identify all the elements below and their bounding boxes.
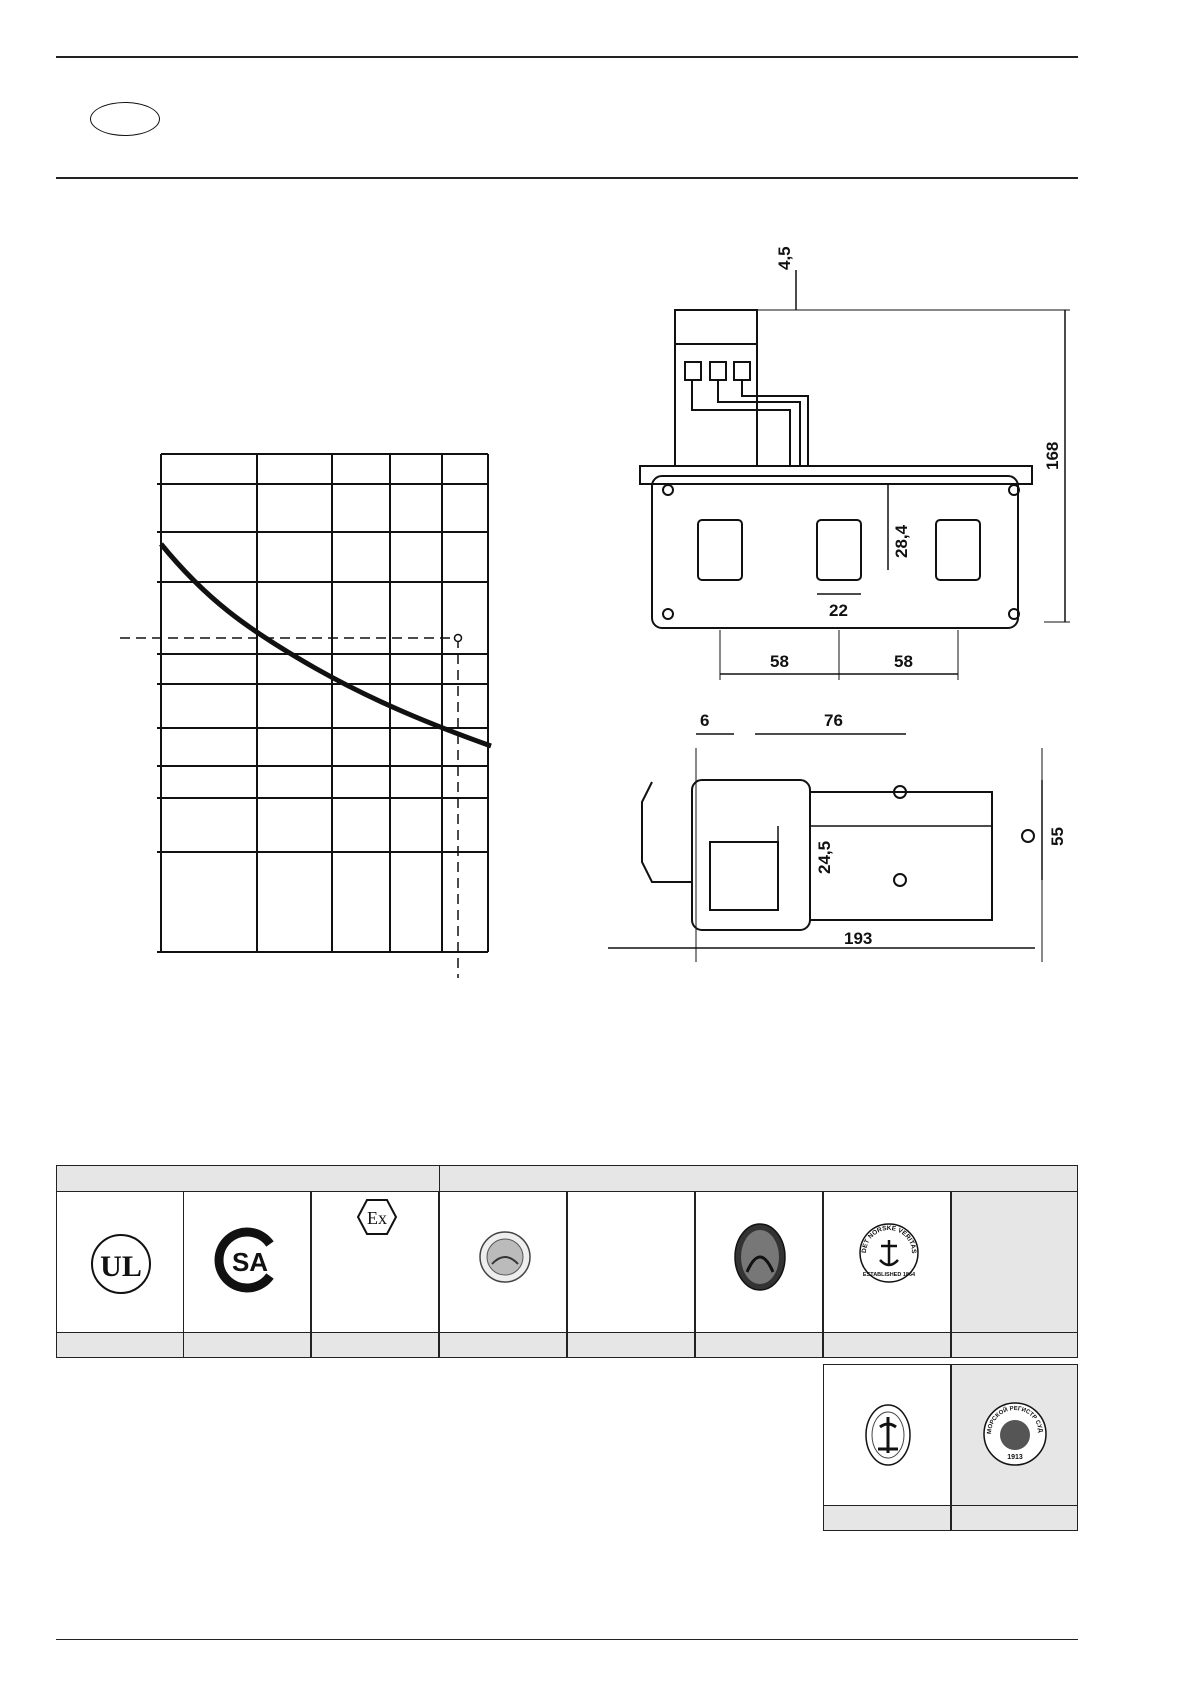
cert-foot-csa <box>183 1332 311 1358</box>
transformer-top-outline <box>810 792 992 920</box>
dim-label-58-left: 58 <box>770 652 789 671</box>
germanischer-lloyd-seal-icon <box>733 1222 787 1292</box>
dim-label-76: 76 <box>824 711 843 730</box>
cert-cell-ex <box>311 1191 439 1333</box>
polish-register-seal-icon <box>864 1403 912 1467</box>
dim-label-58-right: 58 <box>894 652 913 671</box>
window-center <box>817 520 861 580</box>
dim-label-28-4: 28,4 <box>892 524 911 558</box>
dim-label-193: 193 <box>844 929 873 948</box>
top-mount-hole-3 <box>1022 830 1034 842</box>
chart-grid <box>157 454 488 952</box>
dim-label-6: 6 <box>700 711 710 730</box>
relay-screw-3 <box>734 362 750 380</box>
top-mount-hole-2 <box>894 874 906 886</box>
cert-foot-rs <box>951 1505 1078 1531</box>
cert-cell-prs <box>823 1364 951 1506</box>
approvals-header-left <box>56 1165 440 1192</box>
relay-lead-3 <box>742 380 808 466</box>
relay-screw-1 <box>685 362 701 380</box>
cert-cell-dnv <box>823 1191 951 1333</box>
cert-foot-dnv <box>823 1332 951 1358</box>
relay-top-body <box>710 842 778 910</box>
det-norske-veritas-seal-icon <box>858 1222 920 1284</box>
cert-cell-shaded <box>951 1191 1078 1333</box>
cert-foot-lloyds <box>439 1332 567 1358</box>
cert-foot-empty <box>567 1332 695 1358</box>
cert-cell-gl <box>695 1191 823 1333</box>
rs-year-text: 1913 <box>1007 1454 1023 1461</box>
cert-cell-empty <box>567 1191 695 1333</box>
svg-text:SA: SA <box>231 1247 269 1277</box>
bottom-rule <box>56 1639 1078 1640</box>
relay-lead-2 <box>718 380 800 466</box>
dnv-est-text: ESTABLISHED 1864 <box>862 1272 916 1278</box>
cert-cell-rs <box>951 1364 1078 1506</box>
top-rule <box>56 56 1078 58</box>
cert-cell-ul <box>56 1191 184 1333</box>
rs-ring-text: МОРСКОЙ РЕГИСТР СУДОХОДСТВА <box>979 1397 1044 1435</box>
ex-text: Ex <box>367 1208 387 1228</box>
relay-screw-2 <box>710 362 726 380</box>
header-rule <box>56 177 1078 179</box>
cert-foot-prs <box>823 1505 951 1531</box>
approvals-header-right <box>439 1165 1078 1192</box>
window-left <box>698 520 742 580</box>
russian-maritime-register-seal-icon <box>979 1397 1048 1467</box>
dim-label-24-5: 24,5 <box>815 840 834 874</box>
reference-point-marker <box>455 635 462 642</box>
cert-cell-csa <box>183 1191 311 1333</box>
relay-body-outline <box>675 310 757 466</box>
cert-cell-lloyds <box>439 1191 567 1333</box>
mount-hole-tl <box>663 485 673 495</box>
top-view-drawing <box>630 712 1080 982</box>
characteristic-curve-chart <box>115 448 495 978</box>
dim-label-55: 55 <box>1048 827 1067 846</box>
dnv-ring-text: DET NORSKE VERITAS <box>860 1224 918 1254</box>
cert-foot-ex <box>311 1332 439 1358</box>
mount-hole-bl <box>663 609 673 619</box>
cert-foot-gl <box>695 1332 823 1358</box>
csa-logo-icon <box>216 1228 280 1292</box>
left-bracket <box>642 782 692 882</box>
dim-label-4-5: 4,5 <box>775 246 794 270</box>
lloyds-register-seal-icon <box>478 1230 532 1284</box>
dim-label-168: 168 <box>1043 441 1062 470</box>
front-view-drawing <box>630 240 1080 680</box>
dim-label-22: 22 <box>829 601 848 620</box>
ul-logo-text: UL <box>100 1250 142 1283</box>
ul-logo-icon <box>89 1232 153 1296</box>
language-oval-badge <box>90 102 160 136</box>
cert-foot-shaded <box>951 1332 1078 1358</box>
ex-hexagon-icon <box>356 1198 398 1236</box>
cert-foot-ul <box>56 1332 184 1358</box>
window-right <box>936 520 980 580</box>
